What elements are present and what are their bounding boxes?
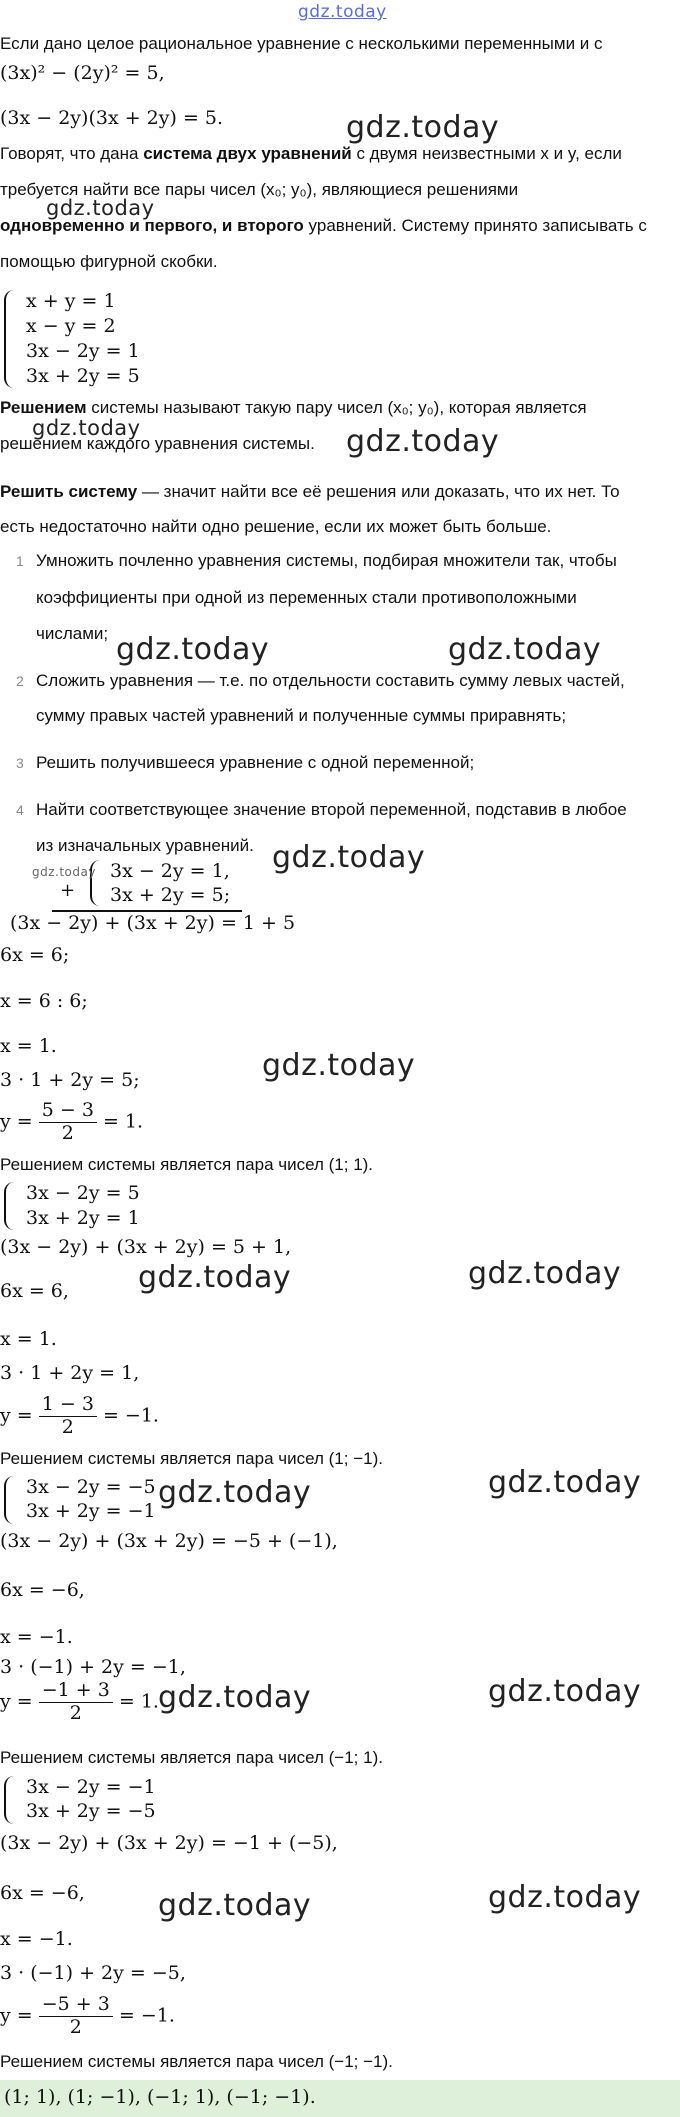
watermark: gdz.today — [138, 1260, 292, 1295]
curly-brace — [4, 290, 16, 388]
watermark: gdz.today — [488, 1674, 642, 1709]
example-equation-2: x − y = 2 — [26, 315, 116, 337]
case1-step-3: x = 1. — [0, 1035, 57, 1057]
case3-step-1: 6x = −6, — [0, 1579, 85, 1601]
step-1-line-2: коэффициенты при одной из переменных стали противоположными — [36, 588, 577, 607]
intro-equation-2: (3x − 2y)(3x + 2y) = 5. — [0, 107, 224, 129]
example-equation-3: 3x − 2y = 1 — [26, 340, 140, 362]
step-number: 3 — [16, 755, 24, 771]
case2-y-formula: y = $\frac{1 - 3}{2}$ = −1. — [0, 1393, 159, 1438]
case1-equation-2: 3x + 2y = 5; — [110, 884, 231, 906]
case3-step-2: x = −1. — [0, 1626, 73, 1648]
watermark: gdz.today — [116, 632, 270, 667]
step-number: 4 — [16, 802, 24, 818]
answer-box — [0, 2080, 680, 2117]
step-number: 1 — [16, 553, 24, 569]
solution-definition-line-2: решением каждого уравнения системы. — [0, 434, 315, 453]
watermark: gdz.today — [272, 840, 426, 875]
watermark: gdz.today — [346, 424, 500, 459]
case1-equation-1: 3x − 2y = 1, — [110, 860, 230, 882]
watermark: gdz.today — [448, 632, 602, 667]
case4-equation-2: 3x + 2y = −5 — [26, 1800, 156, 1822]
watermark: gdz.today — [32, 865, 96, 879]
case2-step-1: 6x = 6, — [0, 1280, 69, 1302]
curly-brace — [4, 1476, 16, 1524]
case3-equation-2: 3x + 2y = −1 — [26, 1500, 156, 1522]
case4-sum: (3x − 2y) + (3x + 2y) = −1 + (−5), — [0, 1832, 338, 1854]
case4-step-3: 3 · (−1) + 2y = −5, — [0, 1962, 186, 1984]
solve-definition-line-1: Решить систему — значит найти все её решения или доказать, что их нет. То — [0, 482, 620, 501]
case4-equation-1: 3x − 2y = −1 — [26, 1776, 156, 1798]
case1-step-2: x = 6 : 6; — [0, 990, 88, 1012]
watermark-link[interactable]: gdz.today — [298, 2, 387, 22]
case2-equation-1: 3x − 2y = 5 — [26, 1182, 140, 1204]
case3-equation-1: 3x − 2y = −5 — [26, 1476, 156, 1498]
case1-result: Решением системы является пара чисел (1; 1). — [0, 1155, 374, 1174]
system-definition-line-2: требуется найти все пары чисел (x₀; y₀), являющиеся решениями — [0, 180, 519, 199]
step-number: 2 — [16, 673, 24, 689]
watermark: gdz.today — [488, 1880, 642, 1915]
watermark: gdz.today — [158, 1680, 312, 1715]
case3-sum: (3x − 2y) + (3x + 2y) = −5 + (−1), — [0, 1530, 338, 1552]
solution-definition-line-1: Решением системы называют такую пару чисел (x₀; y₀), которая является — [0, 398, 587, 417]
case1-step-4: 3 · 1 + 2y = 5; — [0, 1069, 140, 1091]
step-2-line-1: Сложить уравнения — т.е. по отдельности составить сумму левых частей, — [36, 671, 625, 690]
step-1-line-1: Умножить почленно уравнения системы, подбирая множители так, чтобы — [36, 551, 617, 570]
case3-result: Решением системы является пара чисел (−1; 1). — [0, 1748, 383, 1767]
step-2-line-2: сумму правых частей уравнений и полученные суммы приравнять; — [36, 706, 567, 725]
case3-y-formula: y = $\frac{-1 + 3}{2}$ = 1. — [0, 1679, 159, 1724]
step-4-line-1: Найти соответствующее значение второй переменной, подставив в любое — [36, 800, 627, 819]
watermark: gdz.today — [488, 1465, 642, 1500]
intro-line: Если дано целое рациональное уравнение с несколькими переменными и с — [0, 34, 603, 53]
system-definition-line-3: одновременно и первого, и второго уравнений. Систему принято записывать с — [0, 216, 647, 235]
case2-sum: (3x − 2y) + (3x + 2y) = 5 + 1, — [0, 1236, 292, 1258]
watermark: gdz.today — [32, 416, 141, 440]
example-equation-4: 3x + 2y = 5 — [26, 365, 140, 387]
watermark: gdz.today — [346, 110, 500, 145]
watermark: gdz.today — [262, 1048, 416, 1083]
step-1-line-3: числами; — [36, 624, 109, 643]
watermark: gdz.today — [46, 196, 155, 220]
example-equation-1: x + y = 1 — [26, 290, 116, 312]
case4-step-2: x = −1. — [0, 1928, 73, 1950]
step-4-line-2: из изначальных уравнений. — [36, 836, 254, 855]
intro-equation-1: (3x)² − (2y)² = 5, — [0, 62, 165, 84]
solve-definition-line-2: есть недостаточно найти одно решение, если их может быть больше. — [0, 517, 552, 536]
watermark: gdz.today — [158, 1888, 312, 1923]
plus-sign: + — [60, 880, 76, 901]
watermark: gdz.today — [158, 1475, 312, 1510]
case4-y-formula: y = $\frac{-5 + 3}{2}$ = −1. — [0, 1993, 175, 2038]
step-3-line-1: Решить получившееся уравнение с одной переменной; — [36, 753, 475, 772]
case2-step-2: x = 1. — [0, 1328, 57, 1350]
answer-text: (1; 1), (1; −1), (−1; 1), (−1; −1). — [4, 2086, 316, 2108]
curly-brace — [4, 1182, 16, 1230]
watermark: gdz.today — [468, 1256, 622, 1291]
case3-step-3: 3 · (−1) + 2y = −1, — [0, 1656, 186, 1678]
system-definition-line-1: Говорят, что дана система двух уравнений с двумя неизвестными x и y, если — [0, 144, 622, 163]
case1-step-1: 6x = 6; — [0, 944, 70, 966]
case2-result: Решением системы является пара чисел (1; −1). — [0, 1449, 383, 1468]
case1-y-formula: y = $\frac{5 - 3}{2}$ = 1. — [0, 1099, 144, 1144]
case4-step-1: 6x = −6, — [0, 1882, 85, 1904]
case2-step-3: 3 · 1 + 2y = 1, — [0, 1362, 140, 1384]
case4-result: Решением системы является пара чисел (−1; −1). — [0, 2052, 393, 2071]
case1-sum: (3x − 2y) + (3x + 2y) = 1 + 5 — [10, 912, 296, 934]
curly-brace — [4, 1776, 16, 1824]
system-definition-line-4: помощью фигурной скобки. — [0, 252, 218, 271]
case2-equation-2: 3x + 2y = 1 — [26, 1207, 140, 1229]
